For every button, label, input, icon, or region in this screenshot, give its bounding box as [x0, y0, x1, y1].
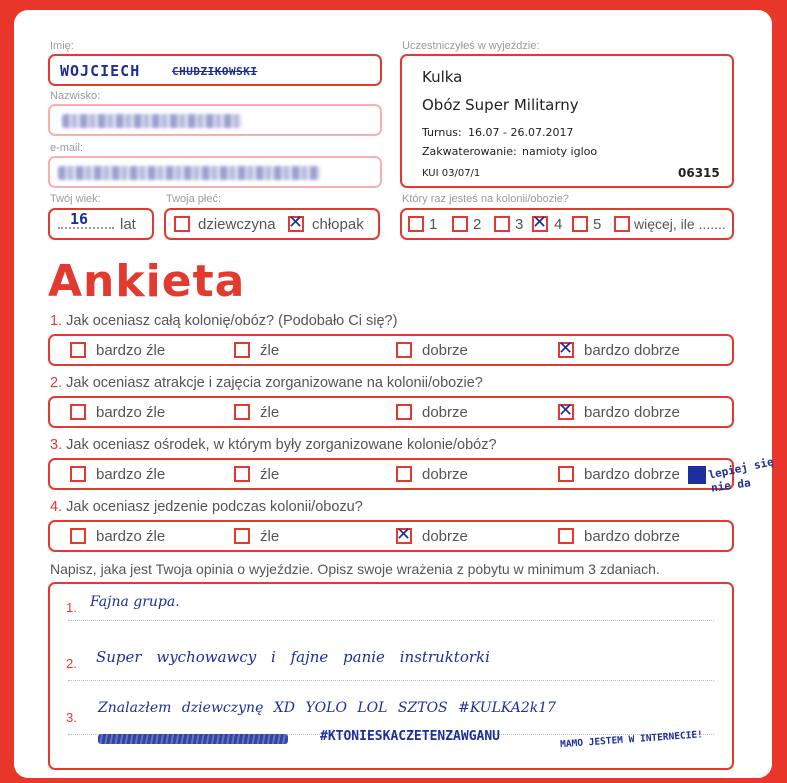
gender-label: Twoja płeć:: [166, 193, 222, 205]
q3-checkbox-bad[interactable]: [234, 466, 250, 482]
q4-option-very-good: bardzo dobrze: [584, 528, 680, 545]
q2-check-mark-very-good: ✕: [558, 400, 574, 421]
question-1-answers: [48, 334, 734, 366]
q1-option-bad: źle: [260, 342, 280, 359]
trip-label: Uczestniczyłeś w wyjeździe:: [402, 40, 540, 52]
scribbled-out-text: [98, 734, 288, 744]
email-label: e-mail:: [50, 142, 84, 154]
q4-checkbox-bad[interactable]: [234, 528, 250, 544]
opinion-line-3-hashtag: #KTONIESKACZETENZAWGANU: [320, 729, 501, 744]
q2-checkbox-very-bad[interactable]: [70, 404, 86, 420]
accommodation-label: Zakwaterowanie:: [422, 145, 517, 158]
times-option-3: 3: [515, 216, 524, 233]
age-field[interactable]: [48, 208, 154, 240]
times-label: Który raz jesteś na kolonii/obozie?: [402, 193, 569, 205]
last-name-struck: CHUDZIKOWSKI: [172, 65, 258, 78]
question-3-number: 3.: [50, 437, 63, 453]
q3-option-good: dobrze: [422, 466, 468, 483]
q2-checkbox-bad[interactable]: [234, 404, 250, 420]
opinion-prompt: Napisz, jaka jest Twoja opinia o wyjeździe. Opisz swoje wrażenia z pobytu w minimum 3 zdaniach.: [50, 561, 660, 577]
question-3-label: Jak oceniasz ośrodek, w którym były zorganizowane kolonie/obóz?: [66, 437, 497, 453]
q2-option-very-bad: bardzo źle: [96, 404, 166, 421]
opinion-line-3-number: 3.: [66, 710, 77, 725]
q4-check-mark-good: ✕: [396, 524, 412, 545]
email-field[interactable]: [48, 156, 382, 188]
age-unit: lat: [120, 216, 136, 233]
turnus-label: Turnus:: [422, 126, 462, 139]
first-name-value: WOJCIECH: [60, 62, 141, 80]
first-name-label: Imię:: [50, 40, 74, 52]
opinion-line-2-text: Super wychowawcy i fajne panie instruktorki: [96, 648, 490, 666]
question-2-answers: [48, 396, 734, 428]
q3-note-line1: lepiej się: [707, 455, 775, 482]
gender-checkbox-boy[interactable]: [288, 212, 304, 233]
question-2-label: Jak oceniasz atrakcje i zajęcia zorganizowane na kolonii/obozie?: [66, 375, 483, 391]
trip-brand: Kulka: [422, 68, 463, 86]
q4-option-good: dobrze: [422, 528, 468, 545]
times-checkbox-3[interactable]: [494, 216, 510, 232]
survey-title: Ankieta: [48, 256, 246, 307]
times-check-mark-4: ✕: [532, 212, 548, 233]
survey-sheet: [14, 10, 775, 778]
q3-option-very-bad: bardzo źle: [96, 466, 166, 483]
q4-checkbox-very-good[interactable]: [558, 528, 574, 544]
gender-field: [164, 208, 380, 240]
accommodation-value: namioty igloo: [522, 145, 598, 158]
question-4-answers: [48, 520, 734, 552]
q2-checkbox-very-good[interactable]: [558, 400, 574, 421]
times-checkbox-5[interactable]: [572, 216, 588, 232]
times-field: [400, 208, 734, 240]
redacted-last-name: [62, 114, 242, 128]
times-option-more: więcej, ile .......: [634, 216, 726, 232]
opinion-line-3-note: MAMO JESTEM W INTERNECIE!: [559, 729, 704, 751]
question-1-number: 1.: [50, 313, 63, 329]
q2-option-bad: źle: [260, 404, 280, 421]
q4-option-bad: źle: [260, 528, 280, 545]
times-option-2: 2: [473, 216, 482, 233]
question-3-answers: [48, 458, 734, 490]
q1-check-mark-very-good: ✕: [558, 338, 574, 359]
q1-checkbox-good[interactable]: [396, 342, 412, 358]
age-label: Twój wiek:: [50, 193, 101, 205]
q2-checkbox-good[interactable]: [396, 404, 412, 420]
question-2-text: [50, 375, 483, 391]
q3-option-very-good: bardzo dobrze: [584, 466, 680, 483]
last-name-label: Nazwisko:: [50, 90, 101, 102]
trip-card: [400, 54, 734, 188]
q1-option-good: dobrze: [422, 342, 468, 359]
question-4-text: [50, 499, 363, 515]
q1-checkbox-very-good[interactable]: [558, 338, 574, 359]
turnus-value: 16.07 - 26.07.2017: [468, 126, 574, 139]
q3-checkbox-good[interactable]: [396, 466, 412, 482]
last-name-field[interactable]: [48, 104, 382, 136]
times-option-5: 5: [593, 216, 602, 233]
opinion-line-2-number: 2.: [66, 656, 77, 671]
gender-checkbox-girl[interactable]: [174, 216, 190, 232]
times-checkbox-more[interactable]: [614, 216, 630, 232]
gender-option-boy: chłopak: [312, 216, 364, 233]
q3-note-line2: nie da: [710, 476, 752, 495]
trip-number: 06315: [678, 166, 720, 180]
question-4-number: 4.: [50, 499, 63, 515]
times-checkbox-1[interactable]: [408, 216, 424, 232]
q4-option-very-bad: bardzo źle: [96, 528, 166, 545]
times-checkbox-2[interactable]: [452, 216, 468, 232]
opinion-box[interactable]: [48, 582, 734, 770]
q3-extra-filled-box: [688, 466, 706, 484]
q1-checkbox-bad[interactable]: [234, 342, 250, 358]
times-option-4: 4: [554, 216, 563, 233]
opinion-line-3-text: Znalazłem dziewczynę XD YOLO LOL SZTOS #KULKA2k17: [98, 700, 557, 716]
redacted-email: [58, 166, 320, 180]
first-name-field[interactable]: [48, 54, 382, 86]
opinion-line-1-text: Fajna grupa.: [90, 594, 180, 610]
q1-option-very-good: bardzo dobrze: [584, 342, 680, 359]
q4-checkbox-good[interactable]: [396, 524, 412, 545]
q3-checkbox-very-good[interactable]: [558, 466, 574, 482]
opinion-line-2: [68, 680, 714, 681]
times-checkbox-4[interactable]: [532, 212, 548, 233]
trip-title: Obóz Super Militarny: [422, 96, 579, 114]
opinion-line-1: [68, 620, 714, 621]
q3-checkbox-very-bad[interactable]: [70, 466, 86, 482]
question-2-number: 2.: [50, 375, 63, 391]
q2-option-good: dobrze: [422, 404, 468, 421]
question-4-label: Jak oceniasz jedzenie podczas kolonii/obozu?: [66, 499, 363, 515]
q2-option-very-good: bardzo dobrze: [584, 404, 680, 421]
gender-check-mark-boy: ✕: [288, 212, 304, 233]
trip-code: KUI 03/07/1: [422, 168, 481, 179]
times-option-1: 1: [429, 216, 438, 233]
question-1-text: [50, 313, 397, 329]
question-3-text: [50, 437, 497, 453]
age-value: 16: [70, 210, 89, 228]
q3-option-bad: źle: [260, 466, 280, 483]
q1-option-very-bad: bardzo źle: [96, 342, 166, 359]
q1-checkbox-very-bad[interactable]: [70, 342, 86, 358]
gender-option-girl: dziewczyna: [198, 216, 276, 233]
question-1-label: Jak oceniasz całą kolonię/obóz? (Podobało Ci się?): [66, 313, 398, 329]
opinion-line-1-number: 1.: [66, 600, 77, 615]
q4-checkbox-very-bad[interactable]: [70, 528, 86, 544]
